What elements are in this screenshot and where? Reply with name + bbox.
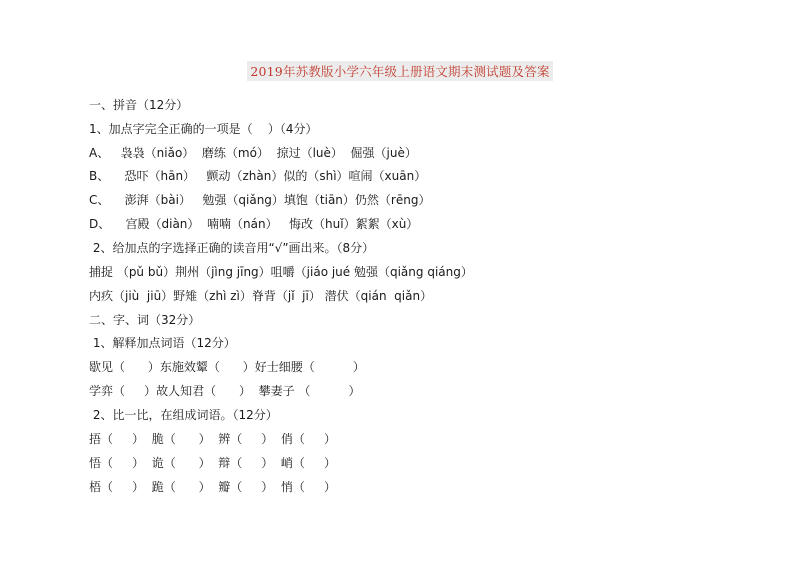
question-1: 1、加点字完全正确的一项是（ ）（4分）	[89, 122, 318, 136]
option-d: D、 宫殿（diàn） 喃喃（nán） 悔改（huǐ）絮絮（xù）	[89, 217, 419, 231]
q2-row-1: 捕捉 （pǔ bǔ）荆州（jìng jīng）咀嚼（jiáo jué 勉强（qiǎng qiáng）	[89, 265, 473, 279]
compare-row-3: 梧（ ） 跪（ ） 瓣（ ） 悄（ ）	[89, 480, 336, 494]
document-title-wrap	[0, 61, 800, 81]
question-compare: 2、比一比，在组成词语。（12分）	[89, 408, 278, 422]
section-heading-words: 二、字、词（32分）	[89, 313, 201, 327]
question-explain: 1、解释加点词语（12分）	[89, 336, 236, 350]
explain-row-2: 学弈（ ）故人知君（ ） 攀妻子 （ ）	[89, 384, 361, 398]
question-2: 2、给加点的字选择正确的读音用“√”画出来。（8分）	[89, 241, 375, 255]
compare-row-1: 捂（ ） 脆（ ） 辨（ ） 俏（ ）	[89, 432, 336, 446]
document-title: 2019年苏教版小学六年级上册语文期末测试题及答案	[247, 61, 552, 81]
option-a: A、 袅袅（niǎo） 磨练（mó） 掠过（luè） 倔强（juè）	[89, 146, 417, 160]
compare-row-2: 悟（ ） 诡（ ） 辩（ ） 峭（ ）	[89, 456, 336, 470]
explain-row-1: 歇见（ ）东施效颦（ ）好士细腰（ ）	[89, 360, 365, 374]
option-b: B、 恐吓（hān） 颤动（zhàn）似的（shì）喧闹（xuān）	[89, 169, 427, 183]
q2-row-2: 内疚（jiù jiū）野雉（zhì zì）脊背（jǐ jī） 潜伏（qián qiǎn）	[89, 289, 433, 303]
section-heading-pinyin: 一、拼音（12分）	[89, 98, 189, 112]
option-c: C、 澎湃（bài） 勉强（qiǎng）填饱（tiān）仍然（rēng）	[89, 193, 431, 207]
